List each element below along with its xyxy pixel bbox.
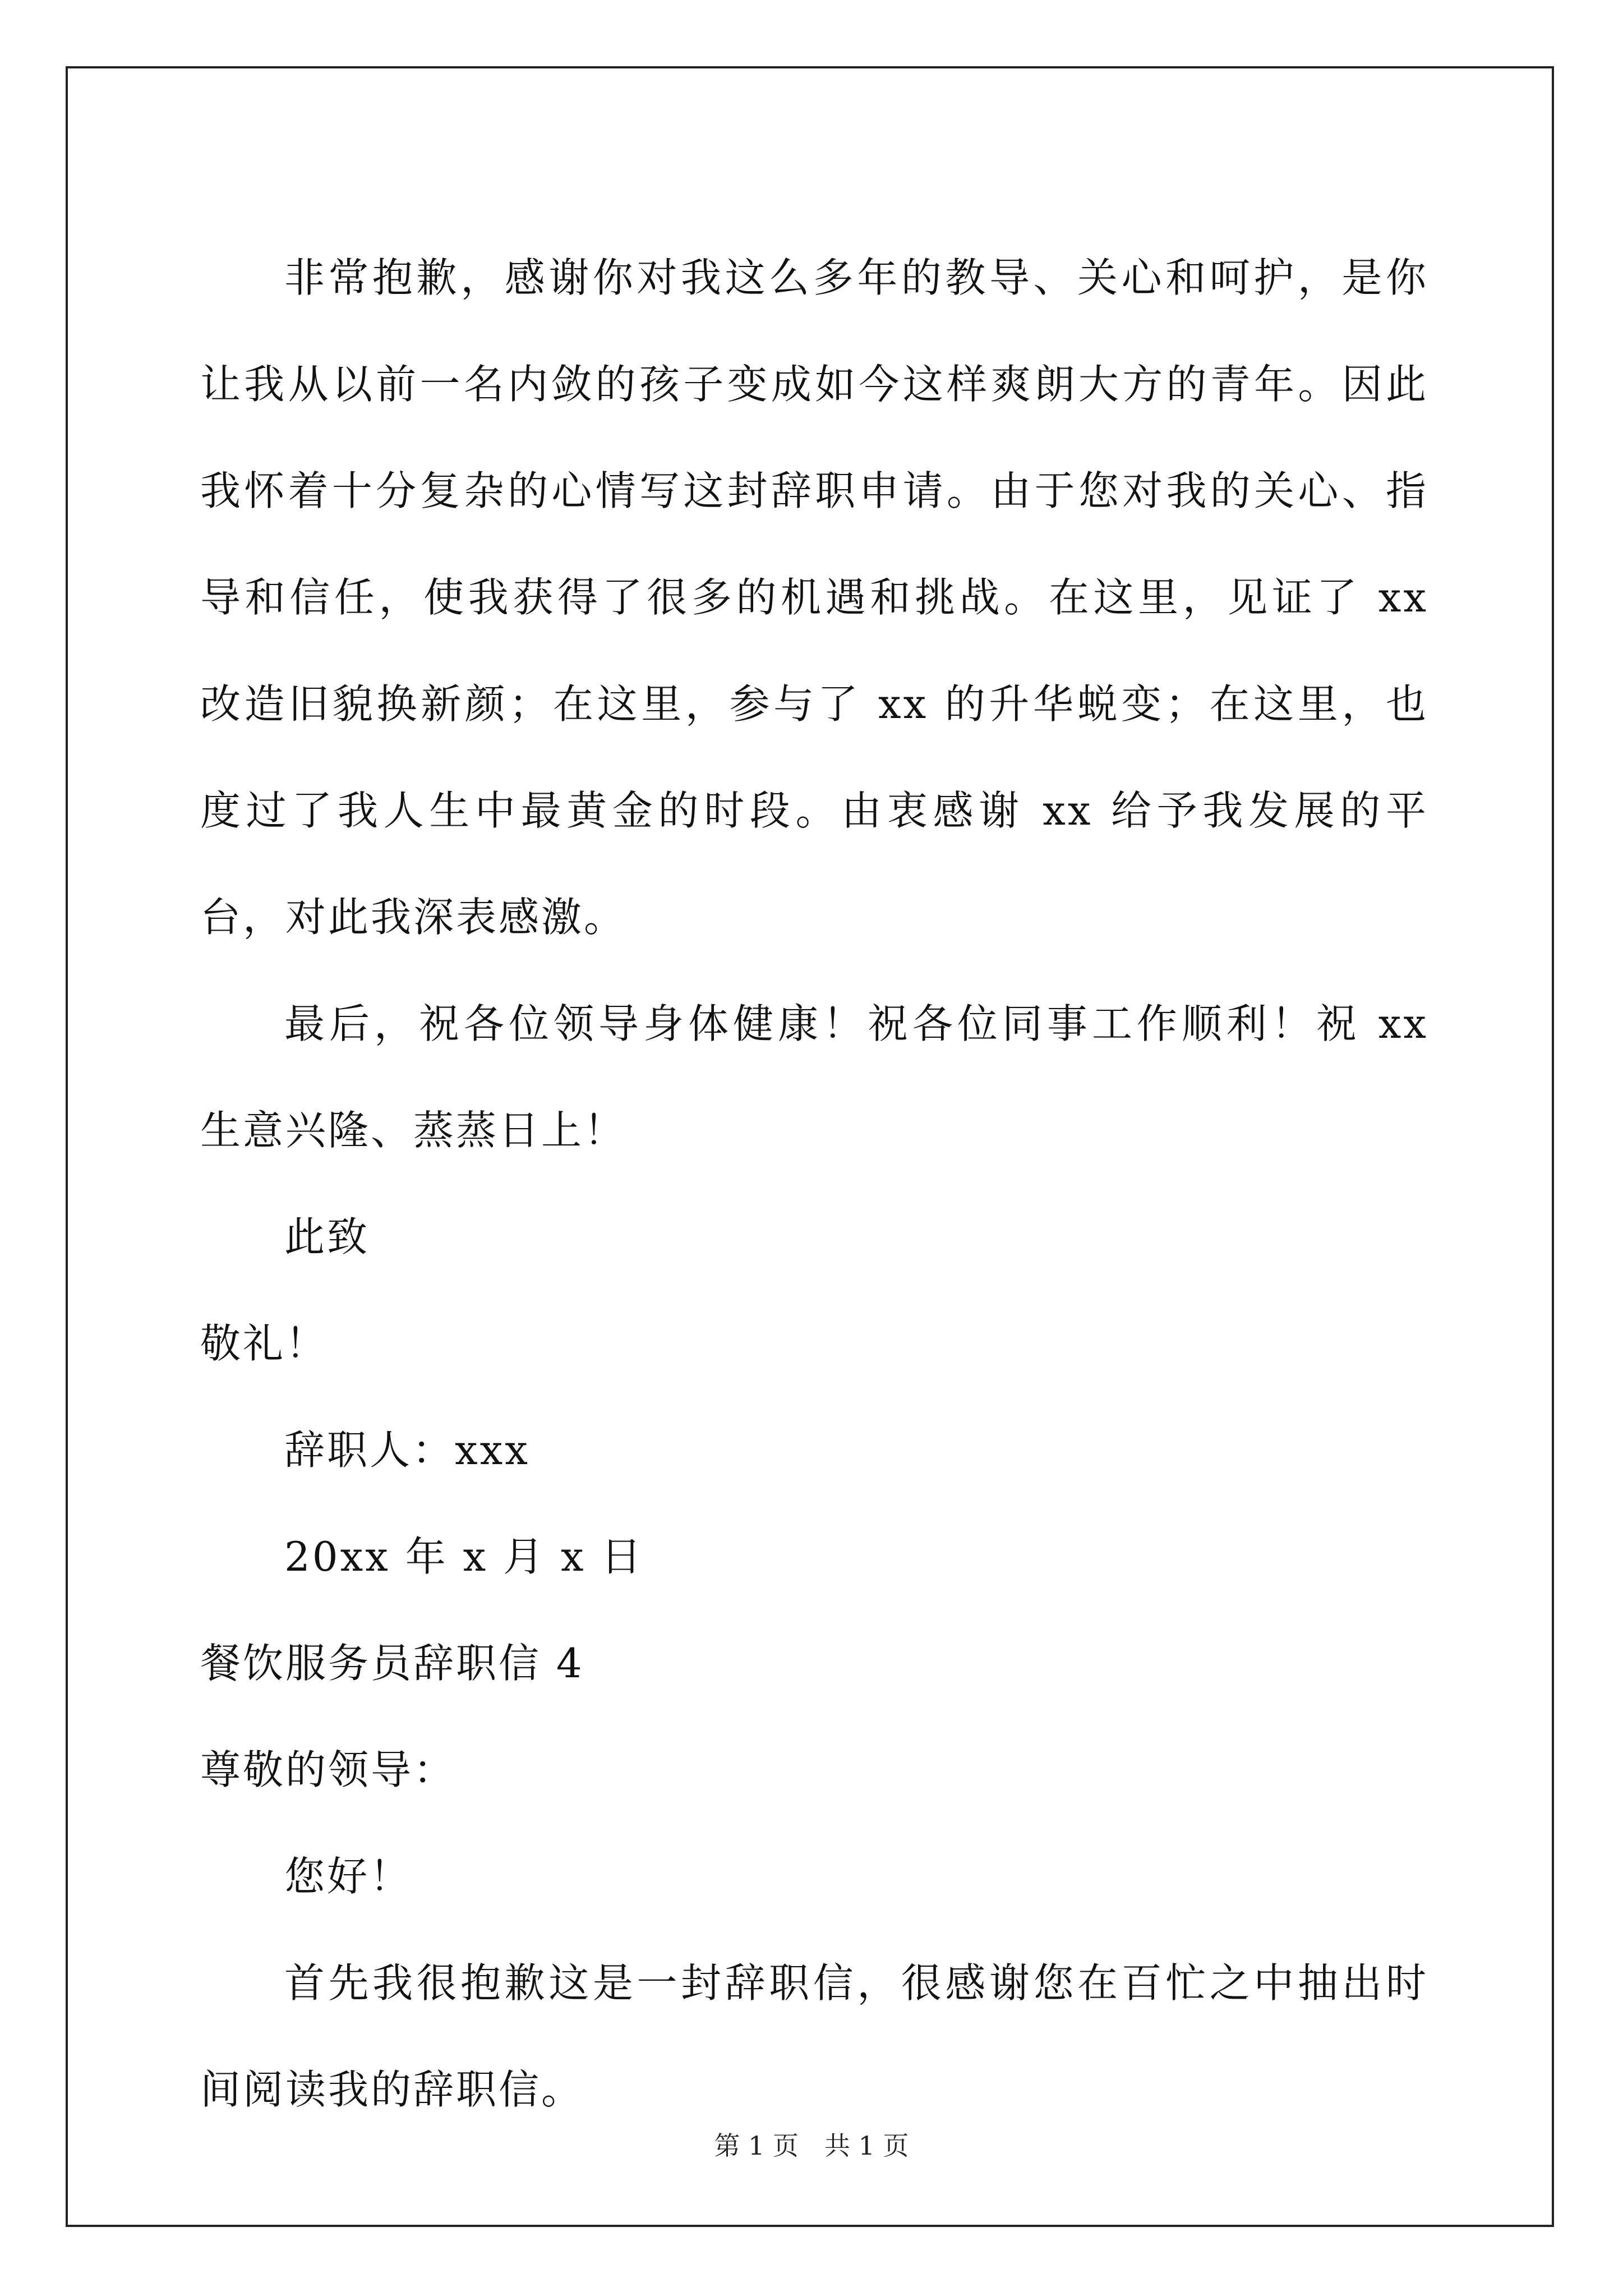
- closing-cizhi: 此致: [284, 1213, 370, 1260]
- closing-jingli: 敬礼！: [200, 1320, 329, 1367]
- paragraph-thanks: 非常抱歉，感谢你对我这么多年的教导、关心和呵护，是你让我从以前一名内敛的孩子变成如今这样爽朗大方的青年。因此我怀着十分复杂的心情写这封辞职申请。由于您对我的关心、指导和信任，使我获得了很多的机遇和挑战。在这里，见证了 xx 改造旧貌换新颜；在这里，参与了 xx 的升华蜕变；在这里，也度过了我人生中最黄金的时段。由衷感谢 xx 给予我发展的平台，对此我深表感激。: [200, 254, 1428, 941]
- greeting: 您好！: [284, 1853, 413, 1900]
- section-title: 餐饮服务员辞职信 4: [200, 1640, 584, 1687]
- paragraph-intro: 首先我很抱歉这是一封辞职信，很感谢您在百忙之中抽出时间阅读我的辞职信。: [200, 1959, 1428, 2113]
- signature-date: 20xx 年 x 月 x 日: [284, 1533, 644, 1580]
- document-body: [200, 224, 1428, 2143]
- signature-name: 辞职人：xxx: [284, 1427, 530, 1474]
- salutation: 尊敬的领导：: [200, 1746, 457, 1793]
- paragraph-wishes: 最后，祝各位领导身体健康！祝各位同事工作顺利！祝 xx 生意兴隆、蒸蒸日上！: [200, 1000, 1428, 1154]
- page-footer: 第 1 页 共 1 页: [714, 2131, 909, 2161]
